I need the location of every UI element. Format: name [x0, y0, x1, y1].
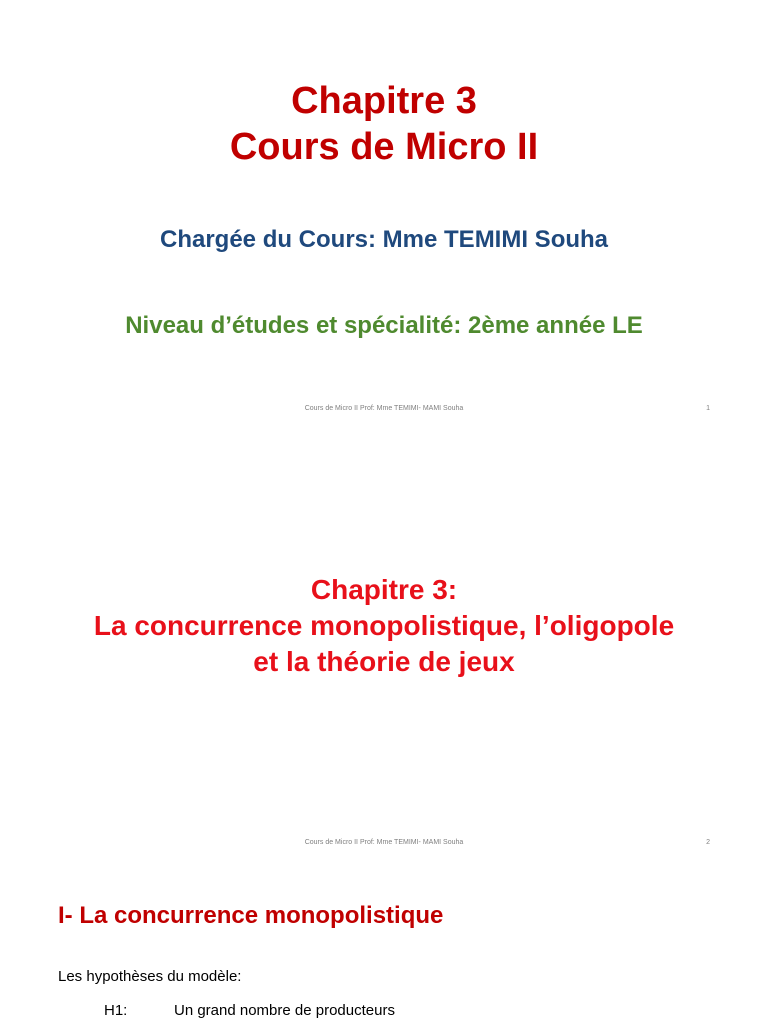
slide-1-title-line-2: Cours de Micro II	[229, 126, 539, 168]
slide-3-heading: I- La concurrence monopolistique	[58, 902, 444, 929]
slide-1-title	[0, 78, 768, 170]
slide-2-footer: Cours de Micro II Prof: Mme TEMIMI- MAMI Souha	[304, 839, 464, 846]
slide-1-title-line-1: Chapitre 3	[291, 80, 477, 122]
slide-2-title-line-3: et la théorie de jeux	[253, 646, 515, 677]
hypothesis-text: Un grand nombre de producteurs	[174, 1002, 395, 1019]
slide-1-footer: Cours de Micro II Prof: Mme TEMIMI- MAMI Souha	[304, 405, 464, 412]
slide-3	[0, 864, 768, 1024]
slide-1-level: Niveau d’études et spécialité: 2ème année LE	[125, 312, 643, 339]
slide-1-author: Chargée du Cours: Mme TEMIMI Souha	[159, 226, 609, 253]
slide-1-page-number: 1	[706, 405, 710, 412]
slide-1	[0, 0, 768, 432]
slide-2-title-line-1: Chapitre 3:	[310, 574, 458, 605]
slide-2-page-number: 2	[706, 839, 710, 846]
slide-2-title	[0, 572, 768, 680]
hypothesis-label: H1:	[104, 1002, 128, 1019]
slide-3-subheading: Les hypothèses du modèle:	[58, 968, 242, 985]
hypothesis-item	[104, 1002, 395, 1019]
slide-2	[0, 432, 768, 864]
slide-2-title-line-2: La concurrence monopolistique, l’oligopole	[93, 610, 675, 641]
